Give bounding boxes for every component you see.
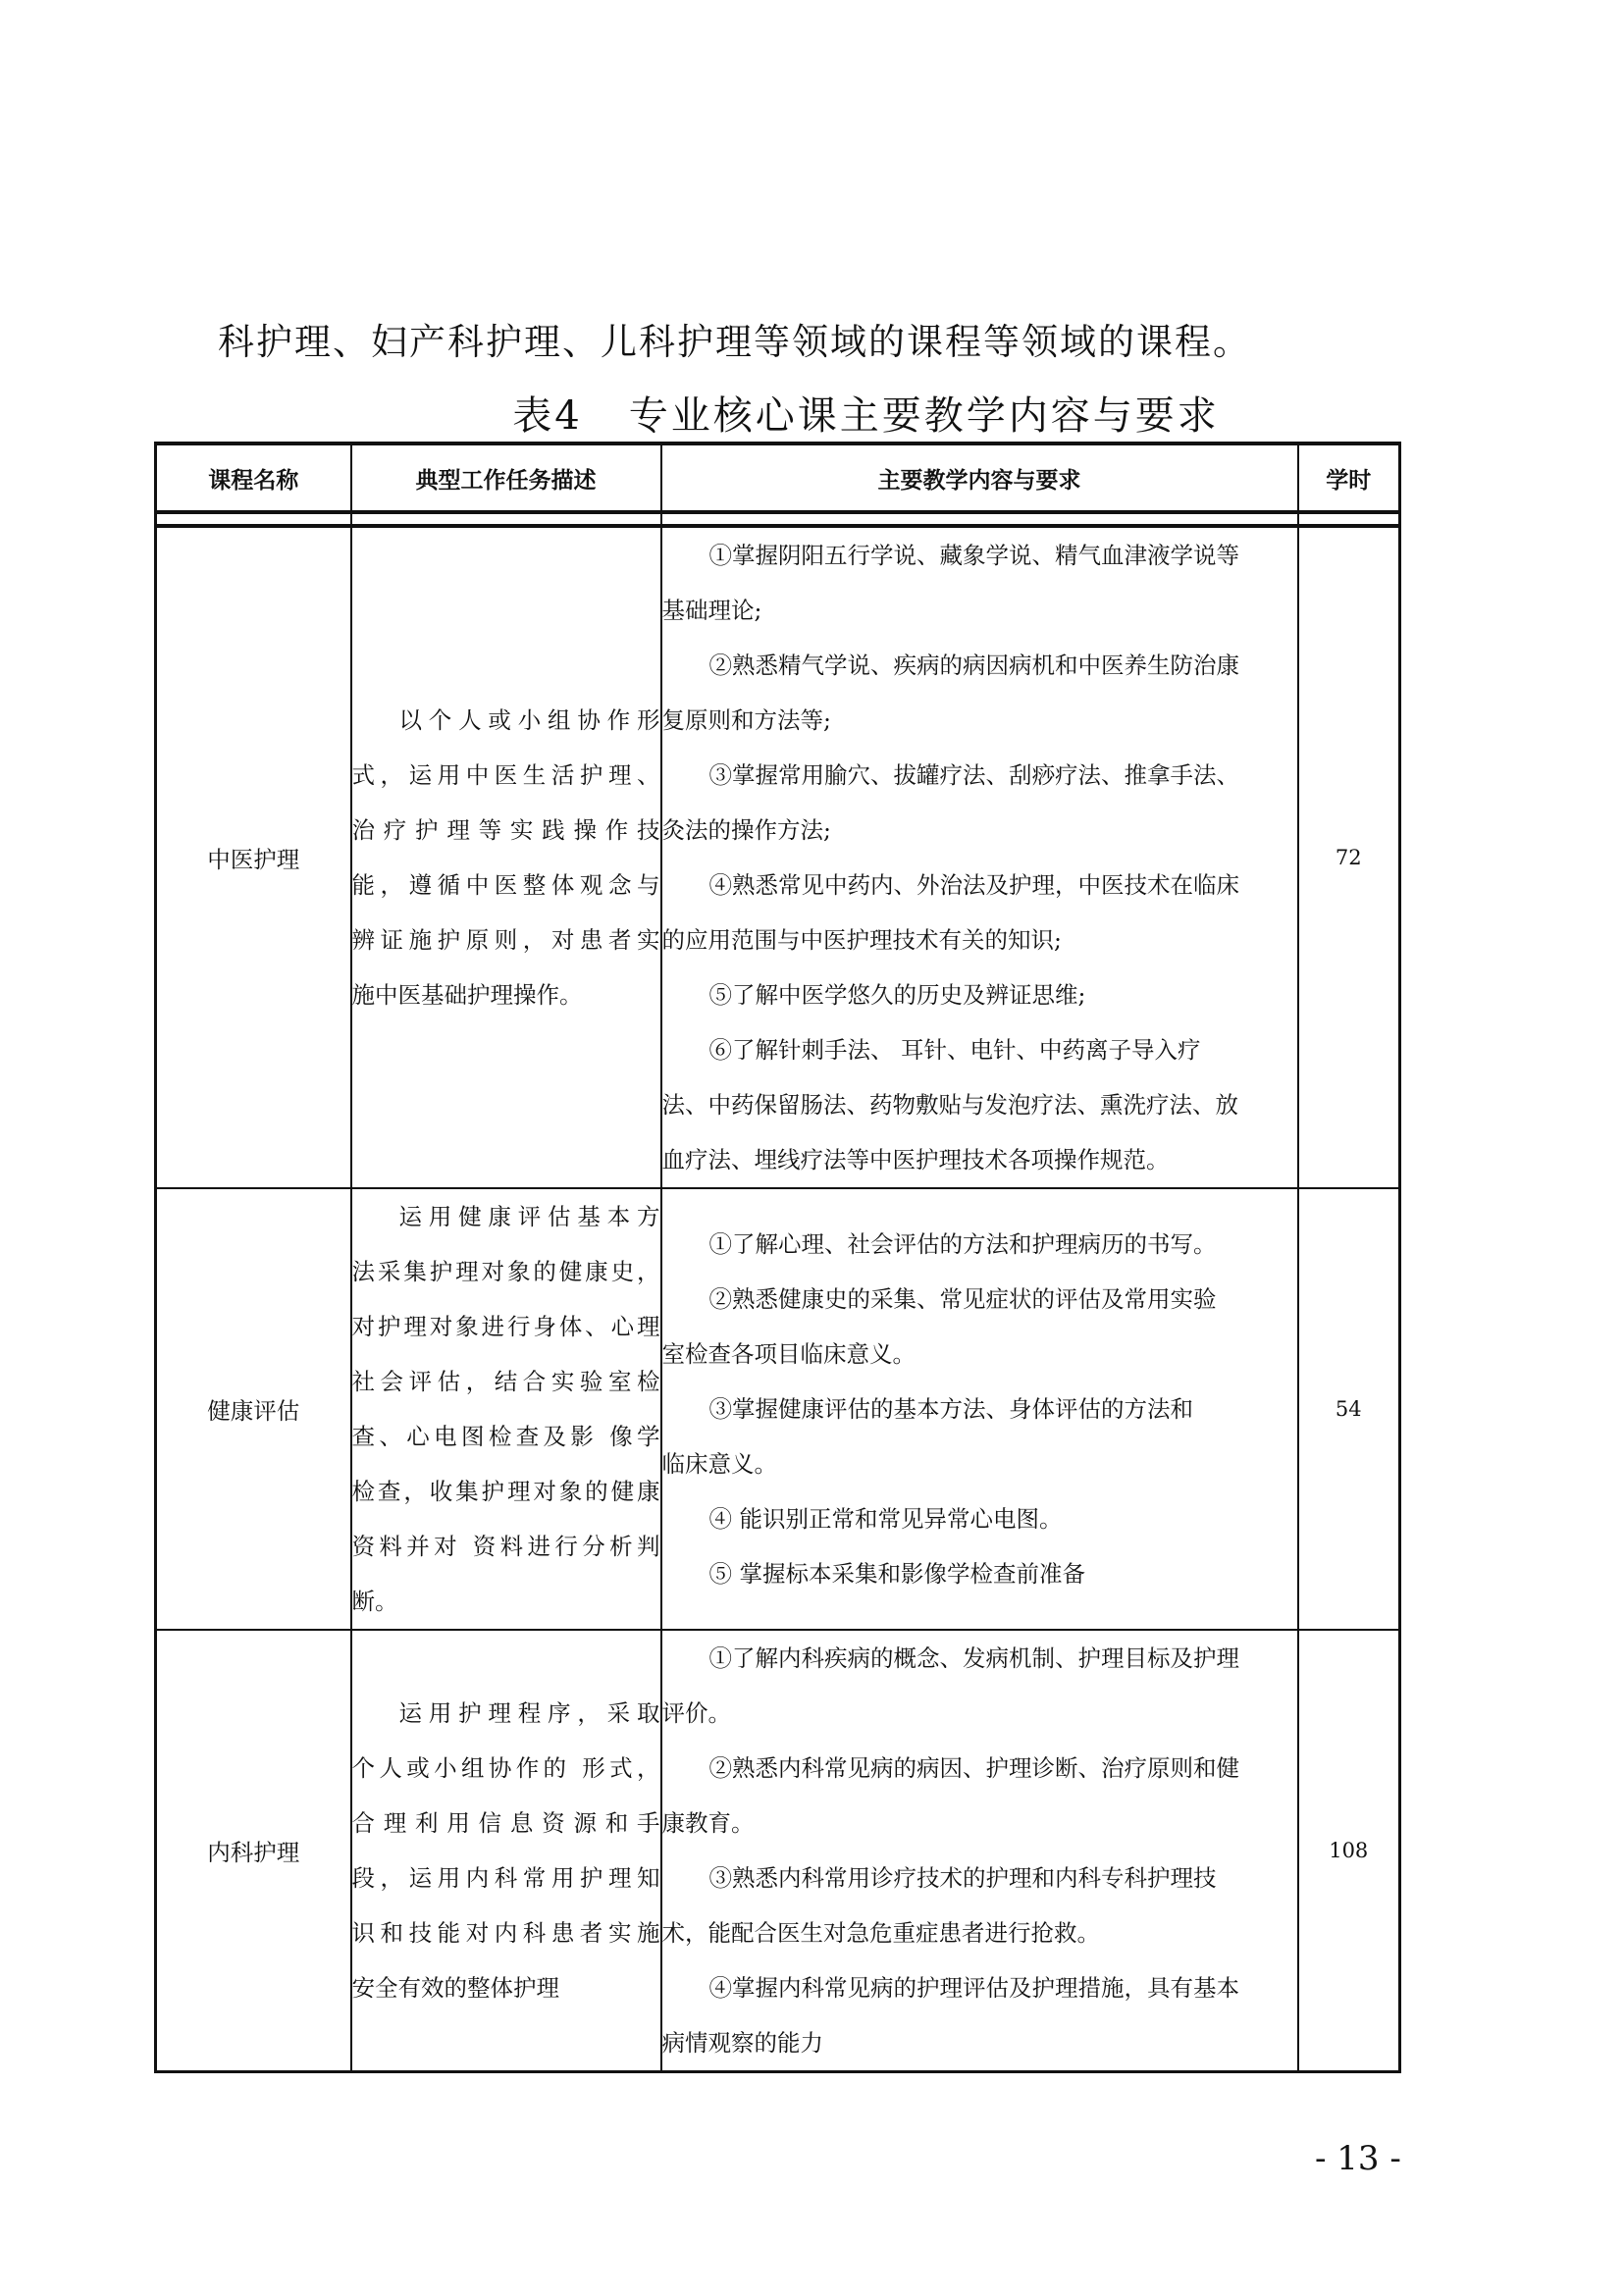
content-line: ④ 能识别正常和常见异常心电图。	[708, 1505, 1063, 1533]
description-line: 合理利用信息资源和手	[351, 1809, 660, 1837]
description-line: 运用护理程序，采取	[398, 1699, 660, 1727]
content-line: ④掌握内科常见病的护理评估及护理措施，具有基本	[708, 1974, 1239, 2002]
description-line: 查、心电图检查及影 像学	[351, 1423, 660, 1450]
description-line: 能，遵循中医整体观念与	[351, 871, 660, 899]
content-line: 评价。	[661, 1699, 731, 1727]
content-line: 室检查各项目临床意义。	[661, 1340, 916, 1368]
course-name: 健康评估	[207, 1397, 300, 1425]
description-line: 社会评估，结合实验室检	[351, 1368, 660, 1395]
content-line: ③熟悉内科常用诊疗技术的护理和内科专科护理技	[708, 1864, 1217, 1892]
header-course-name: 课程名称	[156, 443, 351, 512]
content-line: ⑤了解中医学悠久的历史及辨证思维;	[708, 981, 1086, 1009]
header-hours: 学时	[1298, 443, 1400, 512]
description-line: 断。	[351, 1588, 398, 1615]
content-line: 临床意义。	[661, 1450, 777, 1478]
content-line: ⑥了解针刺手法、 耳针、电针、中药离子导入疗	[708, 1036, 1201, 1064]
course-name-cell	[156, 526, 351, 1188]
hours-cell	[1298, 1188, 1400, 1630]
course-hours: 108	[1329, 1839, 1369, 1862]
content-line: ③掌握常用腧穴、拔罐疗法、刮痧疗法、推拿手法、	[708, 761, 1239, 789]
table-row	[156, 1630, 1400, 2072]
content-line: 灸法的操作方法;	[661, 816, 831, 844]
content-line: 法、中药保留肠法、药物敷贴与发泡疗法、熏洗疗法、放	[661, 1091, 1238, 1119]
table-row	[156, 526, 1400, 1188]
content-line: ⑤ 掌握标本采集和影像学检查前准备	[708, 1560, 1085, 1588]
header-task-description: 典型工作任务描述	[351, 443, 661, 512]
content-line: ①掌握阴阳五行学说、藏象学说、精气血津液学说等	[708, 542, 1239, 569]
content-line: 的应用范围与中医护理技术有关的知识;	[661, 926, 1062, 954]
content-line: ①了解心理、社会评估的方法和护理病历的书写。	[708, 1230, 1217, 1258]
course-hours: 72	[1335, 846, 1362, 869]
description-line: 辨证施护原则，对患者实	[351, 926, 660, 954]
teaching-content-cell	[661, 1188, 1298, 1630]
content-line: ②熟悉精气学说、疾病的病因病机和中医养生防治康	[708, 652, 1239, 679]
page-number: - 13 -	[1315, 2139, 1401, 2178]
content-line: 病情观察的能力	[661, 2029, 823, 2057]
teaching-content-cell	[661, 1630, 1298, 2072]
task-description-cell	[351, 1630, 661, 2072]
course-name: 内科护理	[207, 1839, 300, 1866]
header-teaching-content: 主要教学内容与要求	[661, 443, 1298, 512]
content-line: ②熟悉健康史的采集、常见症状的评估及常用实验	[708, 1285, 1217, 1313]
content-line: ④熟悉常见中药内、外治法及护理，中医技术在临床	[708, 871, 1239, 899]
content-line: ②熟悉内科常见病的病因、护理诊断、治疗原则和健	[708, 1754, 1239, 1782]
content-line: 复原则和方法等;	[661, 706, 831, 734]
table-header-row	[156, 443, 1400, 512]
description-line: 段，运用内科常用护理知	[351, 1864, 660, 1892]
content-line: 血疗法、埋线疗法等中医护理技术各项操作规范。	[661, 1146, 1170, 1174]
header-spacer-row	[156, 512, 1400, 526]
content-line: 康教育。	[661, 1809, 755, 1837]
course-name-cell	[156, 1630, 351, 2072]
description-line: 式，运用中医生活护理、	[351, 761, 660, 789]
description-line: 施中医基础护理操作。	[351, 981, 583, 1009]
description-line: 检查，收集护理对象的健康	[351, 1478, 660, 1505]
content-line: ③掌握健康评估的基本方法、身体评估的方法和	[708, 1395, 1193, 1423]
hours-cell	[1298, 1630, 1400, 2072]
course-name: 中医护理	[207, 846, 300, 873]
description-line: 安全有效的整体护理	[351, 1974, 559, 2002]
description-line: 识和技能对内科患者实施	[351, 1919, 660, 1947]
table-row	[156, 1188, 1400, 1630]
table-title: 表4 专业核心课主要教学内容与要求	[512, 393, 1220, 439]
description-line: 资料并对 资料进行分析判	[351, 1533, 660, 1560]
intro-paragraph: 科护理、妇产科护理、儿科护理等领域的课程等领域的课程。	[218, 321, 1251, 363]
description-line: 个人或小组协作的 形式，	[351, 1754, 660, 1782]
content-line: 基础理论;	[661, 597, 762, 624]
content-line: 术，能配合医生对急危重症患者进行抢救。	[661, 1919, 1100, 1947]
description-line: 治疗护理等实践操作技	[351, 816, 660, 844]
task-description-cell	[351, 526, 661, 1188]
core-courses-table	[154, 442, 1401, 2073]
description-line: 对护理对象进行身体、心理	[351, 1313, 660, 1340]
task-description-cell	[351, 1188, 661, 1630]
teaching-content-cell	[661, 526, 1298, 1188]
description-line: 法采集护理对象的健康史，	[351, 1258, 660, 1285]
course-name-cell	[156, 1188, 351, 1630]
content-line: ①了解内科疾病的概念、发病机制、护理目标及护理	[708, 1644, 1239, 1672]
description-line: 以个人或小组协作形	[398, 706, 660, 734]
hours-cell	[1298, 526, 1400, 1188]
description-line: 运用健康评估基本方	[398, 1203, 660, 1230]
course-hours: 54	[1335, 1397, 1362, 1421]
